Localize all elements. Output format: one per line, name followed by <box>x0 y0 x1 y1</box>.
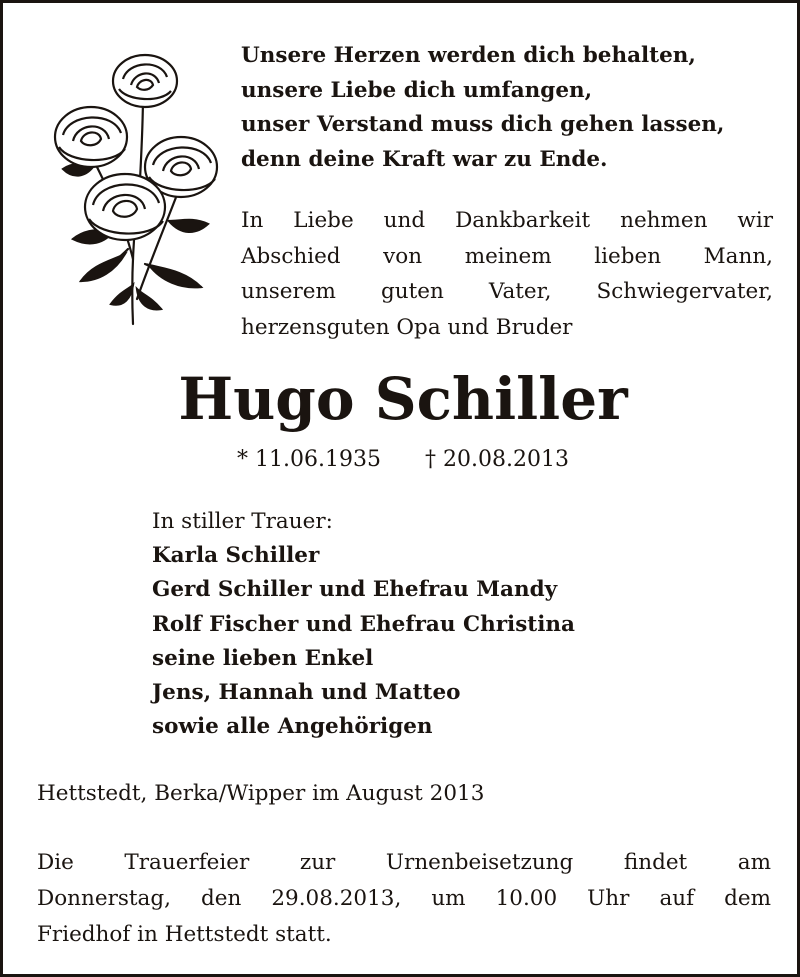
birth-date: * 11.06.1935 <box>237 447 381 472</box>
poem-line: unsere Liebe dich umfangen, <box>241 77 593 103</box>
mourner-name: Rolf Fischer und Ehefrau Christina <box>152 611 575 637</box>
ceremony-line: Friedhof in Hettstedt statt. <box>37 922 332 947</box>
mourners-heading: In stiller Trauer: <box>152 509 333 534</box>
mourner-name: sowie alle Angehörigen <box>152 714 433 740</box>
ceremony-line: Die Trauerfeier zur Urnenbeisetzung findet am <box>37 850 771 875</box>
mourner-name: Karla Schiller <box>152 543 320 569</box>
poem-line: unser Verstand muss dich gehen lassen, <box>241 112 725 137</box>
poem-line: Unsere Herzen werden dich behalten, <box>241 43 696 68</box>
intro-line: unserem guten Vater, Schwiegervater, <box>241 279 773 304</box>
intro-line: In Liebe und Dankbarkeit nehmen wir <box>241 208 773 233</box>
intro-line: Abschied von meinem lieben Mann, <box>241 243 773 269</box>
mourners-list <box>152 505 712 744</box>
deceased-name: Hugo Schiller <box>178 365 628 433</box>
death-date: † 20.08.2013 <box>425 447 569 472</box>
place-and-date: Hettstedt, Berka/Wipper im August 2013 <box>37 781 485 806</box>
mourner-name: seine lieben Enkel <box>152 645 374 671</box>
poem-line: denn deine Kraft war zu Ende. <box>241 146 608 172</box>
mourner-name: Gerd Schiller und Ehefrau Mandy <box>152 577 558 603</box>
poem-verse <box>241 39 781 177</box>
roses-illustration <box>33 49 228 329</box>
funeral-announcement <box>37 845 771 953</box>
intro-line: herzensguten Opa und Bruder <box>241 314 573 340</box>
life-dates <box>3 442 800 478</box>
farewell-intro <box>241 203 773 345</box>
ceremony-line: Donnerstag, den 29.08.2013, um 10.00 Uhr auf dem <box>37 886 771 911</box>
mourner-name: Jens, Hannah und Matteo <box>152 680 461 706</box>
